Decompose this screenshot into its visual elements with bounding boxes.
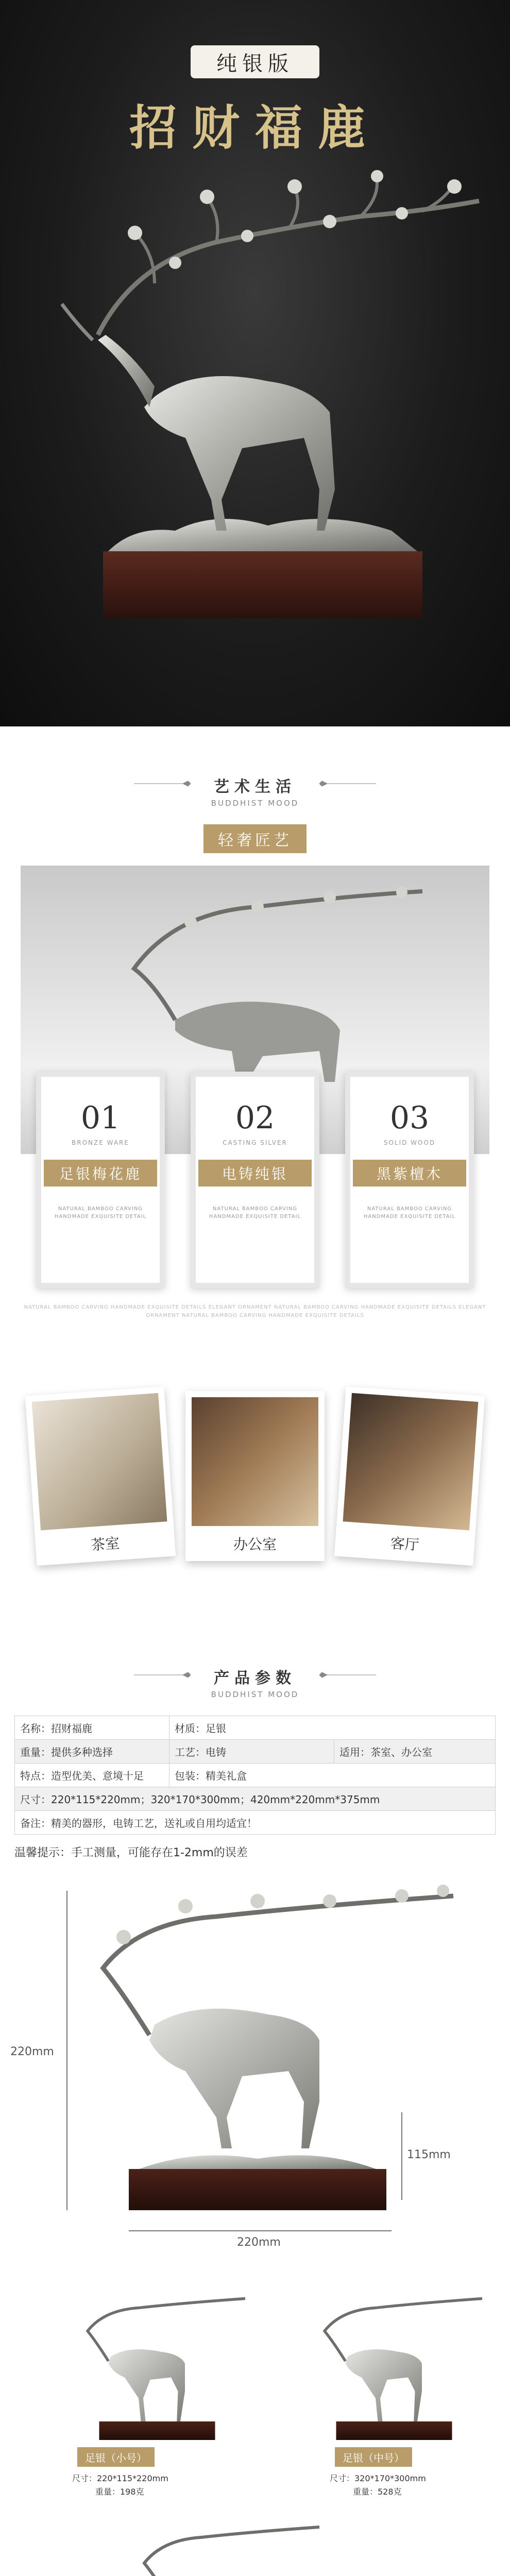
params-table (14, 1716, 496, 1835)
table-cell: 尺寸：220*115*220mm；320*170*300mm；420mm*220mm*375mm (15, 1787, 496, 1811)
sizes-section (0, 1860, 510, 2576)
card-name: 足银梅花鹿 (44, 1160, 157, 1187)
hero-banner (0, 0, 510, 726)
card-name: 黑紫檀木 (353, 1160, 466, 1187)
scene-caption: 茶室 (90, 1534, 121, 1554)
living-room-image (343, 1393, 479, 1531)
params-section-header (0, 1654, 510, 1716)
craft-card-3 (345, 1072, 474, 1288)
card-desc: NATURAL BAMBOO CARVING HANDMADE EXQUISITE DETAIL (363, 1206, 456, 1219)
small-size-text: 尺寸：220*115*220mm (72, 2473, 168, 2483)
table-row (15, 1764, 496, 1787)
small-size-label: 足银（小号） (77, 2447, 155, 2467)
card-number: 01 (80, 1100, 121, 1136)
measurement-note: 温馨提示：手工测量，可能存在1-2mm的误差 (14, 1846, 248, 1859)
table-cell: 包装：精美礼盒 (169, 1764, 496, 1787)
office-image (192, 1397, 318, 1526)
craft-paragraph: NATURAL BAMBOO CARVING HANDMADE EXQUISITE DETAILS ELEGANT ORNAMENT NATURAL BAMBOO CARVING HANDMADE EXQUISITE DETAILS ELEGANT ORNAMENT NATURAL BAMBOO CARVING HANDMADE EXQUISITE DETAILS (24, 1304, 486, 1318)
table-row (15, 1716, 496, 1740)
depth-dimension: 115mm (407, 2148, 451, 2161)
craft-section (0, 824, 510, 1386)
table-cell: 备注：精美的器形，电铸工艺，送礼或自用均适宜！ (15, 1811, 496, 1835)
params-section-title: 产品参数 (214, 1669, 296, 1687)
table-cell: 名称：招财福鹿 (15, 1716, 169, 1740)
art-section-subtitle: BUDDHIST MOOD (211, 799, 299, 808)
art-section-title: 艺术生活 (214, 778, 296, 796)
table-cell: 材质：足银 (169, 1716, 496, 1740)
params-table-section (0, 1716, 510, 1860)
art-section-header (0, 762, 510, 824)
scene-caption: 客厅 (389, 1534, 420, 1554)
table-row (15, 1740, 496, 1764)
table-cell: 适用：茶室、办公室 (334, 1740, 496, 1764)
table-cell: 特点：造型优美、意境十足 (15, 1764, 169, 1787)
card-desc: NATURAL BAMBOO CARVING HANDMADE EXQUISITE DETAIL (54, 1206, 147, 1219)
table-cell: 工艺：电铸 (169, 1740, 334, 1764)
size-illustrations-icon (0, 1860, 510, 2576)
scene-living-room (334, 1386, 485, 1566)
scene-tea-room (25, 1386, 176, 1566)
ornament-right-icon (319, 1671, 376, 1679)
scene-caption: 办公室 (233, 1536, 277, 1553)
hero-title: 招财福鹿 (129, 100, 381, 156)
card-name: 电铸纯银 (198, 1160, 312, 1187)
tea-room-image (32, 1393, 167, 1531)
card-en-label: BRONZE WARE (72, 1139, 129, 1146)
table-row (15, 1811, 496, 1835)
params-section-subtitle: BUDDHIST MOOD (211, 1690, 299, 1699)
craft-card-1 (36, 1072, 165, 1288)
craft-tag: 轻奢匠艺 (203, 824, 307, 853)
hero-badge: 纯银版 (191, 45, 319, 78)
craft-card-2 (191, 1072, 319, 1288)
medium-weight-text: 重量：528克 (353, 2487, 402, 2497)
card-en-label: CASTING SILVER (223, 1139, 287, 1146)
card-en-label: SOLID WOOD (383, 1139, 436, 1146)
table-row (15, 1787, 496, 1811)
height-dimension: 220mm (10, 2045, 54, 2058)
card-desc: NATURAL BAMBOO CARVING HANDMADE EXQUISITE DETAIL (209, 1206, 301, 1219)
card-number: 03 (389, 1100, 430, 1136)
card-number: 02 (235, 1100, 275, 1136)
medium-size-text: 尺寸：320*170*300mm (330, 2473, 426, 2483)
scene-office (185, 1391, 325, 1561)
medium-size-label: 足银（中号） (335, 2447, 412, 2467)
table-cell: 重量：提供多种选择 (15, 1740, 169, 1764)
deer-sculpture-image (0, 170, 510, 726)
scenes-section (0, 1386, 510, 1654)
small-weight-text: 重量：198克 (95, 2487, 144, 2497)
width-dimension: 220mm (237, 2236, 281, 2249)
ornament-right-icon (319, 780, 376, 787)
